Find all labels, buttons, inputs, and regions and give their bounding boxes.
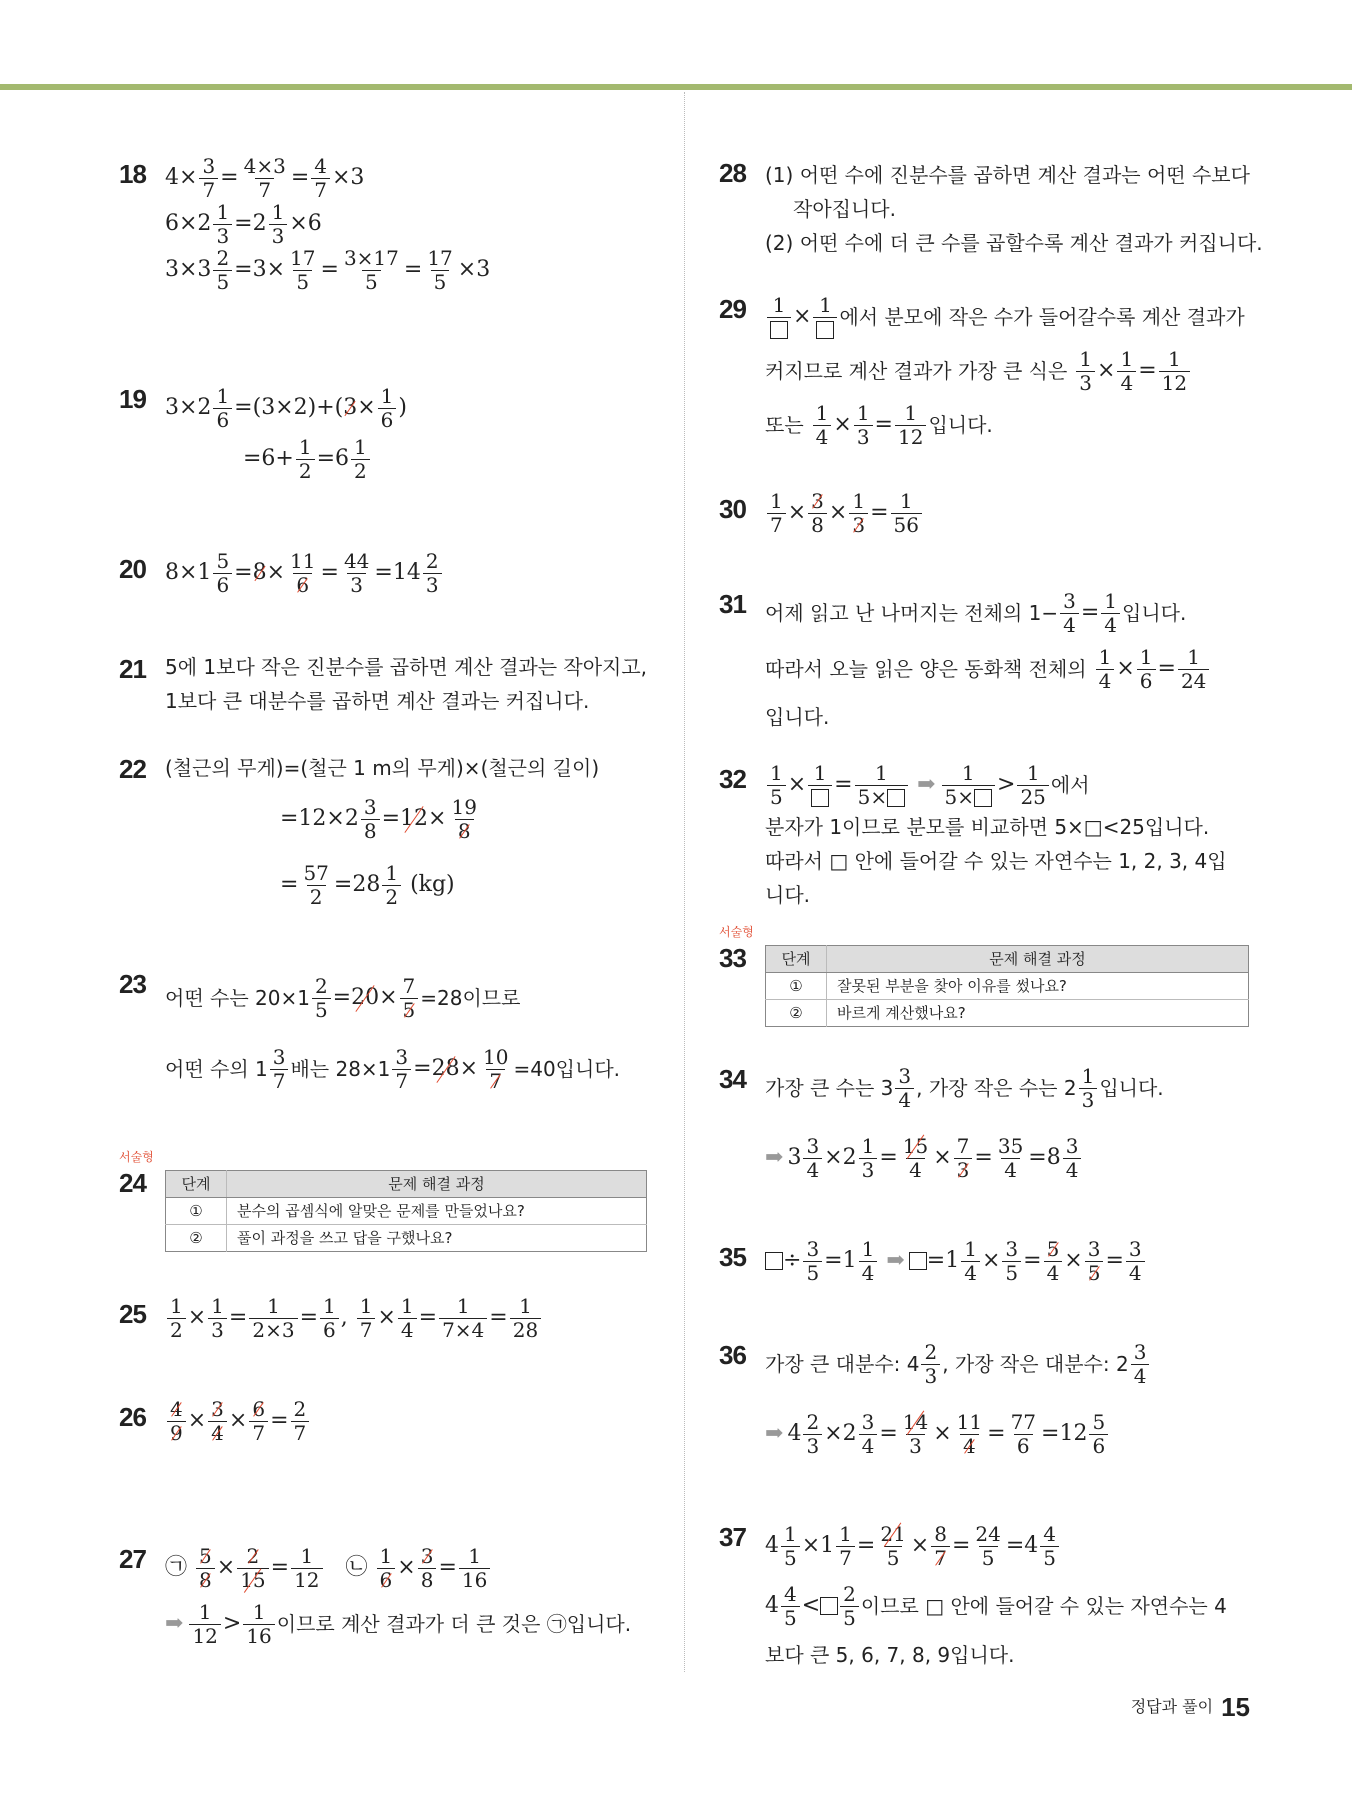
problem-33 xyxy=(719,925,1249,1027)
circled-label-a: ㉠ xyxy=(165,1554,188,1580)
problem-37: 37 4 $\frac{1}{5}$ ×1 $\frac{1}{7}$ = $\frac{21}{5}$ × $\frac{8}{7}$ = $\frac{24}{5}$ =4 $\frac{4}{5}$ 4 $\frac{4}{5}$ < $\frac{2}{5}$ 이므로 □ 안에 들어갈 수 있는 자연수는 4 보다 큰 5, 6, 7, 8, 9입니다. xyxy=(765,1518,1227,1672)
table-row: ② 풀이 과정을 쓰고 답을 구했나요? xyxy=(166,1225,647,1252)
header-process: 문제 해결 과정 xyxy=(827,946,1249,973)
text-line: 5에 1보다 작은 진분수를 곱하면 계산 결과는 작아지고, xyxy=(165,655,648,679)
problem-number: 26 xyxy=(119,1402,146,1432)
text-part: 커지므로 계산 결과가 가장 큰 식은 xyxy=(765,359,1068,383)
problem-number: 35 xyxy=(719,1242,746,1272)
page-footer xyxy=(1131,1692,1250,1723)
problem-22 xyxy=(119,750,600,918)
table-row: ① 잘못된 부분을 찾아 이유를 썼나요? xyxy=(766,973,1249,1000)
problem-36: 36 가장 큰 대분수: 4 $\frac{2}{3}$ , 가장 작은 대분수: 2 $\frac{3}{4}$ ➡ 4 $\frac{2}{3}$ ×2 $\frac{3}{4}$ = $\frac{14}{3}$ × $\frac{11}{4}$ = $\frac{77}{6}$ =12 $\frac{5}{6}$ xyxy=(765,1336,1151,1476)
math-line: ÷ $\frac{3}{5}$ =1 $\frac{1}{4}$ ➡ =1 $\frac{1}{4}$ × $\frac{3}{5}$ = $\frac{5}{4}$ × $\frac{3}{5}$ = $\frac{3}{4}$ xyxy=(765,1238,1147,1284)
text-part: 어제 읽고 난 나머지는 전체의 1− xyxy=(765,601,1059,625)
text-part: 어떤 수의 1 xyxy=(165,1057,268,1081)
problem-number: 18 xyxy=(119,159,146,189)
problem-number: 25 xyxy=(119,1299,146,1329)
problem-23: 23 어떤 수는 20×1 $\frac{2}{5}$ = 20 × $\frac{7}{5}$ =28이므로 어떤 수의 1 $\frac{3}{7}$ 배는 28×1 $\frac{3}{7}$ = 28 × $\frac{10}{7}$ =40입니다. xyxy=(119,969,620,1093)
text-part: 가장 큰 수는 3 xyxy=(765,1076,894,1100)
problem-20 xyxy=(119,548,444,597)
problem-number: 20 xyxy=(119,554,146,584)
text-part: , 가장 작은 수는 2 xyxy=(916,1076,1077,1100)
problem-number: 28 xyxy=(719,158,746,188)
problem-number: 33 xyxy=(719,943,746,973)
problem-35 xyxy=(719,1236,1147,1285)
text-part: 이므로 계산 결과가 더 큰 것은 ㉠입니다. xyxy=(276,1612,632,1636)
math-line: $\frac{1}{7}$ × $\frac{3}{8}$ × $\frac{1}{3}$ = $\frac{1}{56}$ xyxy=(765,490,924,536)
text-part: 배는 28×1 xyxy=(290,1057,391,1081)
header-process: 문제 해결 과정 xyxy=(227,1171,647,1198)
column-divider xyxy=(684,92,685,1672)
text-part: 입니다. xyxy=(928,413,993,437)
text-line: 따라서 □ 안에 들어갈 수 있는 자연수는 1, 2, 3, 4입 xyxy=(765,849,1227,873)
text-part: 입니다. xyxy=(1122,601,1187,625)
text-part: 입니다. xyxy=(1099,1076,1164,1100)
text-part: 따라서 오늘 읽은 양은 동화책 전체의 xyxy=(765,657,1087,681)
table-row: ② 바르게 계산했나요? xyxy=(766,1000,1249,1027)
text-line: 분자가 1이므로 분모를 비교하면 5×□<25입니다. xyxy=(765,815,1210,839)
math-line: 4 $\frac{1}{5}$ ×1 $\frac{1}{7}$ = $\frac{21}{5}$ × $\frac{8}{7}$ = $\frac{24}{5}$ =4 $\frac{4}{5}$ xyxy=(765,1518,1227,1574)
essay-tag: 서술형 xyxy=(119,1150,154,1164)
problem-number: 36 xyxy=(719,1340,746,1370)
problem-31: 31 어제 읽고 난 나머지는 전체의 1− $\frac{3}{4}$ = $\frac{1}{4}$ 입니다. 따라서 오늘 읽은 양은 동화책 전체의 $\frac{1}{4}$ × $\frac{1}{6}$ = $\frac{1}{24}$ 입니다. xyxy=(765,585,1211,737)
math-line: $\frac{4}{9}$ × $\frac{3}{4}$ × $\frac{6}{7}$ = $\frac{2}{7}$ xyxy=(165,1398,311,1444)
problem-32: 32 $\frac{1}{5}$ × 1 = $\frac{1}{5\times}$ ➡ $\frac{1}{5\times}$ > $\frac{1}{25}$ 에서 분자가 1이므로 분모를 비교하면 5×□<25입니다. 따라서 □ 안에 들어갈 수 있는 자연수는 1, 2, 3, 4입 니다. xyxy=(719,760,1227,907)
arrow-icon: ➡ xyxy=(886,1247,905,1273)
footer-label: 정답과 풀이 xyxy=(1130,1697,1214,1716)
problem-number: 22 xyxy=(119,754,146,784)
text-part: 어떤 수는 20×1 xyxy=(165,986,310,1010)
problem-number: 30 xyxy=(719,494,746,524)
page-number: 15 xyxy=(1221,1692,1250,1722)
text-line: 1보다 큰 대분수를 곱하면 계산 결과는 커집니다. xyxy=(165,689,590,713)
text-line: 작아집니다. xyxy=(793,197,896,221)
math-line: 3×2 $\frac{1}{6}$ =(3×2)+( 3 × $\frac{1}{6}$ ) xyxy=(165,383,407,432)
problem-28 xyxy=(719,158,1263,260)
text-part: 가장 큰 대분수: 4 xyxy=(765,1352,920,1376)
problem-number: 27 xyxy=(119,1544,146,1574)
problem-26 xyxy=(119,1396,311,1445)
text-part: 에서 분모에 작은 수가 들어갈수록 계산 결과가 xyxy=(839,305,1245,329)
problem-21 xyxy=(119,650,648,718)
scoring-rubric-table xyxy=(165,1170,647,1252)
problem-30 xyxy=(719,488,924,537)
text-line: (철근의 무게)=(철근 1 m의 무게)×(철근의 길이) xyxy=(165,756,600,780)
math-line: =12×2 $\frac{3}{8}$ = 12 × $\frac{19}{8}$ xyxy=(280,794,477,843)
math-line: 3×3 $\frac{2}{5}$ =3× $\frac{17}{5}$ = $\frac{3\times 17}{5}$ = $\frac{17}{5}$ ×3 xyxy=(165,245,491,294)
problem-27: 27 ㉠ $\frac{5}{8}$ × $\frac{2}{15}$ = $\frac{1}{12}$ ㉡ $\frac{1}{6}$ × $\frac{3}{8}$ = $\frac{1}{16}$ ➡ $\frac{1}{12}$ > $\frac{1}{16}$ 이므로 계산 결과가 더 큰 것은 ㉠입니다. xyxy=(165,1540,631,1652)
arrow-icon: ➡ xyxy=(165,1610,184,1636)
problem-number: 24 xyxy=(119,1168,146,1198)
circled-label-b: ㉡ xyxy=(345,1554,368,1580)
problem-number: 32 xyxy=(719,764,746,794)
header-step: 단계 xyxy=(166,1171,227,1198)
scoring-rubric-table xyxy=(765,945,1249,1027)
problem-number: 23 xyxy=(119,969,146,999)
math-line: =6+ $\frac{1}{2}$ =6 $\frac{1}{2}$ xyxy=(165,436,407,482)
text-part: , 가장 작은 대분수: 2 xyxy=(942,1352,1129,1376)
math-line: ㉠ $\frac{5}{8}$ × $\frac{2}{15}$ = $\frac{1}{12}$ ㉡ $\frac{1}{6}$ × $\frac{3}{8}$ = $\frac{1}{16}$ xyxy=(165,1540,631,1596)
text-line: (2) 어떤 수에 더 큰 수를 곱할수록 계산 결과가 커집니다. xyxy=(765,231,1263,255)
top-accent-bar xyxy=(0,84,1352,90)
unit-label: (kg) xyxy=(410,871,455,897)
problem-number: 37 xyxy=(719,1522,746,1552)
math-line: = $\frac{57}{2}$ =28 $\frac{1}{2}$ (kg) xyxy=(280,860,455,909)
problem-24 xyxy=(119,1150,647,1252)
math-line: 4× $\frac{3}{7}$ = $\frac{4\times 3}{7}$ = $\frac{4}{7}$ ×3 xyxy=(165,153,365,202)
text-line: 보다 큰 5, 6, 7, 8, 9입니다. xyxy=(765,1643,1015,1667)
arrow-icon: ➡ xyxy=(765,1420,784,1446)
text-part: 에서 xyxy=(1050,773,1090,797)
problem-number: 29 xyxy=(719,294,746,324)
math-line: 6×2 $\frac{1}{3}$ =2 $\frac{1}{3}$ ×6 xyxy=(165,199,322,248)
essay-tag: 서술형 xyxy=(719,925,754,939)
problem-number: 34 xyxy=(719,1064,746,1094)
text-part: =28이므로 xyxy=(420,986,521,1010)
math-line: 8×1 $\frac{5}{6}$ = 8 × $\frac{11}{6}$ = $\frac{44}{3}$ =14 $\frac{2}{3}$ xyxy=(165,550,444,596)
problem-18 xyxy=(119,153,491,294)
problem-number: 31 xyxy=(719,589,746,619)
table-row: ① 분수의 곱셈식에 알맞은 문제를 만들었나요? xyxy=(166,1198,647,1225)
header-step: 단계 xyxy=(766,946,827,973)
text-part: 또는 xyxy=(765,413,804,437)
problem-19 xyxy=(119,380,407,483)
problem-29: 29 1 × 1 에서 분모에 작은 수가 들어갈수록 계산 결과가 커지므로 계산 결과가 가장 큰 식은 $\frac{1}{3}$ × $\frac{1}{4}$ = $\frac{1}{12}$ 또는 $\frac{1}{4}$ × $\frac{1}{3}$ = $\frac{1}{12}$ 입니다. xyxy=(719,292,1245,449)
text-part: 이므로 □ 안에 들어갈 수 있는 자연수는 4 xyxy=(860,1594,1227,1618)
text-part: 입니다. xyxy=(765,705,830,729)
text-line: (1) 어떤 수에 진분수를 곱하면 계산 결과는 어떤 수보다 xyxy=(765,163,1250,187)
problem-number: 21 xyxy=(119,654,146,684)
text-line: 니다. xyxy=(765,883,810,907)
arrow-icon: ➡ xyxy=(917,771,936,797)
problem-34: 34 가장 큰 수는 3 $\frac{3}{4}$ , 가장 작은 수는 2 $\frac{1}{3}$ 입니다. ➡ 3 $\frac{3}{4}$ ×2 $\frac{1}{3}$ = $\frac{15}{4}$ × $\frac{7}{3}$ = $\frac{35}{4}$ =8 $\frac{3}{4}$ xyxy=(719,1063,1164,1182)
text-part: =40입니다. xyxy=(513,1057,620,1081)
problem-25 xyxy=(119,1293,543,1342)
math-line: $\frac{1}{2}$ × $\frac{1}{3}$ = $\frac{1}{2\times 3}$ = $\frac{1}{6}$ , $\frac{1}{7}$ × $\frac{1}{4}$ = $\frac{1}{7\times 4}$ = $\frac{1}{28}$ xyxy=(165,1295,543,1341)
arrow-icon: ➡ xyxy=(765,1144,784,1170)
problem-number: 19 xyxy=(119,384,146,414)
